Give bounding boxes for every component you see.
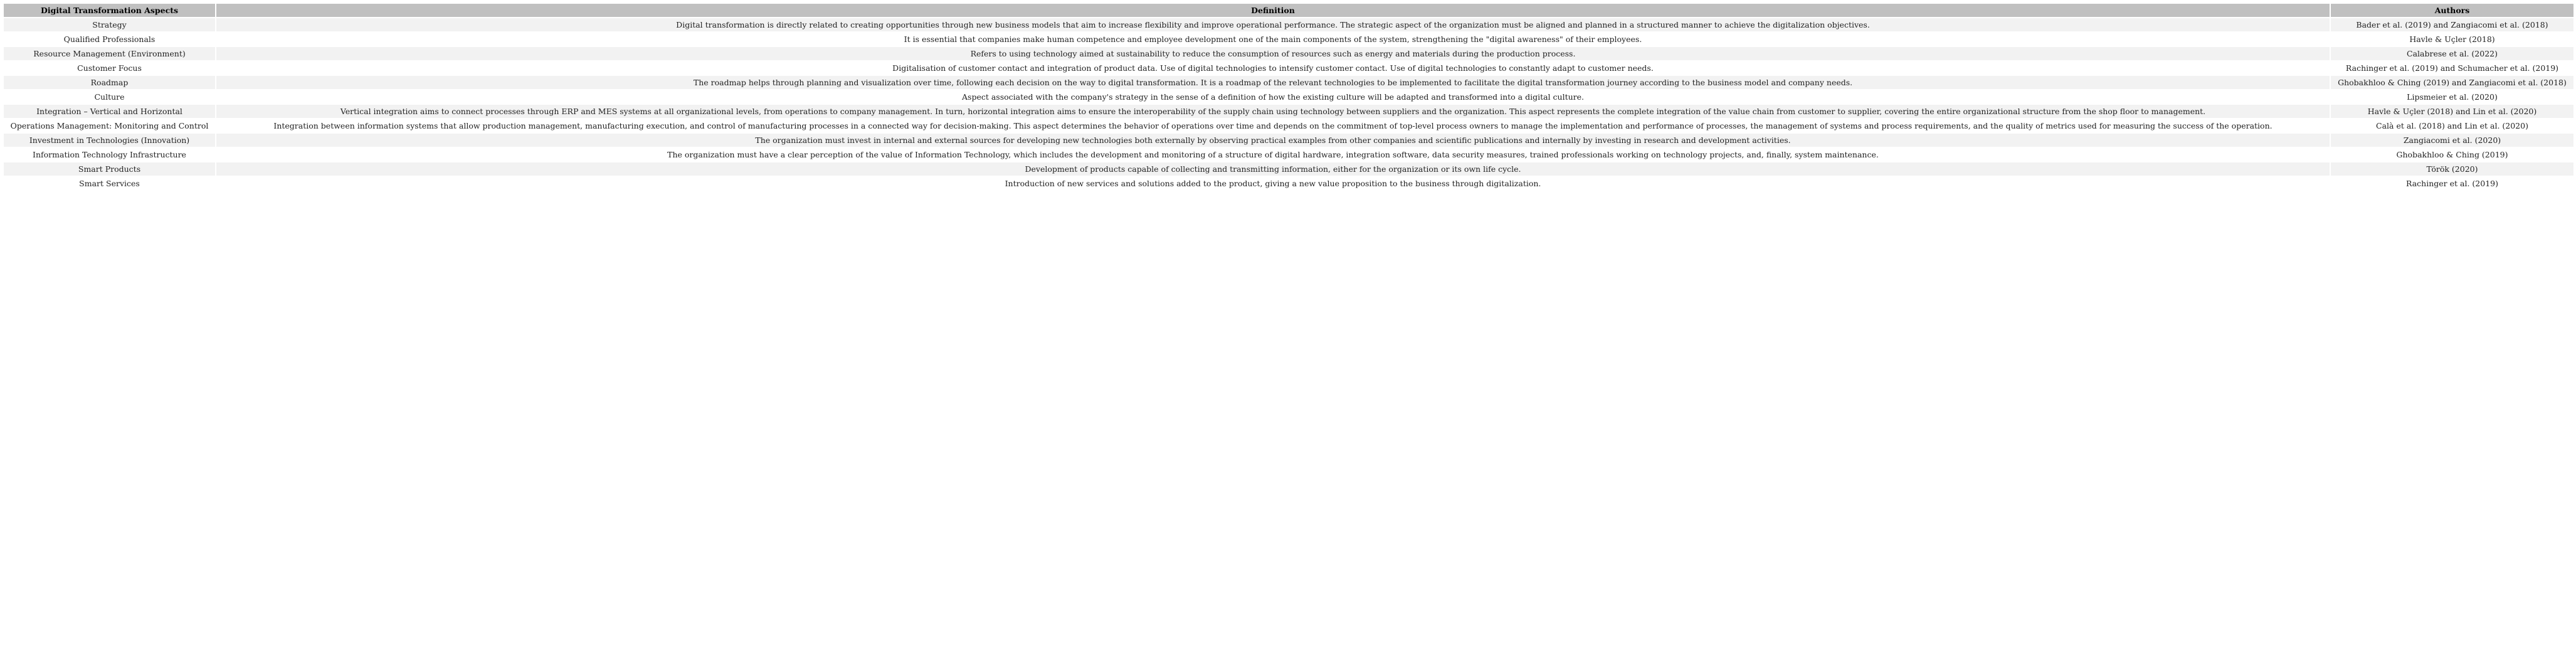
- page: [0, 0, 2576, 191]
- table-row: [4, 76, 2573, 89]
- cell-aspect: Information Technology Infrastructure: [4, 148, 215, 161]
- table-row: [4, 61, 2573, 75]
- cell-authors: Ghobakhloo & Ching (2019): [2331, 148, 2573, 161]
- cell-authors: Zangiacomi et al. (2020): [2331, 134, 2573, 147]
- header-definition: Definition: [216, 4, 2330, 17]
- cell-authors: Calabrese et al. (2022): [2331, 47, 2573, 60]
- table-row: [4, 134, 2573, 147]
- cell-aspect: Smart Services: [4, 177, 215, 190]
- cell-authors: Török (2020): [2331, 162, 2573, 176]
- cell-definition: It is essential that companies make human competence and employee development one of the main components of the system, strengthening the "digital awareness" of their employees.: [216, 33, 2330, 46]
- cell-authors: Rachinger et al. (2019) and Schumacher et al. (2019): [2331, 61, 2573, 75]
- cell-aspect: Smart Products: [4, 162, 215, 176]
- table-row: [4, 119, 2573, 132]
- cell-aspect: Qualified Professionals: [4, 33, 215, 46]
- cell-definition: The organization must have a clear perception of the value of Information Technology, which includes the development and monitoring of a structure of digital hardware, integration software, data security measures, trained professionals working on technology projects, and, finally, system maintenance.: [216, 148, 2330, 161]
- cell-authors: Ghobakhloo & Ching (2019) and Zangiacomi et al. (2018): [2331, 76, 2573, 89]
- cell-aspect: Roadmap: [4, 76, 215, 89]
- cell-definition: Introduction of new services and solutions added to the product, giving a new value proposition to the business through digitalization.: [216, 177, 2330, 190]
- cell-authors: Calà et al. (2018) and Lin et al. (2020): [2331, 119, 2573, 132]
- cell-authors: Havle & Uçler (2018): [2331, 33, 2573, 46]
- table-row: [4, 33, 2573, 46]
- cell-definition: Digital transformation is directly related to creating opportunities through new business models that aim to increase flexibility and improve operational performance. The strategic aspect of the organization must be aligned and planned in a structured manner to achieve the digitalization objectives.: [216, 18, 2330, 31]
- cell-definition: Aspect associated with the company's strategy in the sense of a definition of how the existing culture will be adapted and transformed into a digital culture.: [216, 90, 2330, 103]
- cell-definition: Development of products capable of collecting and transmitting information, either for the organization or its own life cycle.: [216, 162, 2330, 176]
- cell-aspect: Integration – Vertical and Horizontal: [4, 105, 215, 118]
- table-row: [4, 177, 2573, 190]
- cell-authors: Havle & Uçler (2018) and Lin et al. (2020): [2331, 105, 2573, 118]
- cell-aspect: Resource Management (Environment): [4, 47, 215, 60]
- header-row: [4, 4, 2573, 17]
- table-row: [4, 18, 2573, 31]
- cell-definition: Vertical integration aims to connect processes through ERP and MES systems at all organizational levels, from operations to company management. In turn, horizontal integration aims to ensure the interoperability of the supply chain using technology between suppliers and the organization. This aspect represents the complete integration of the value chain from customer to supplier, covering the entire organizational structure from the shop floor to management.: [216, 105, 2330, 118]
- table-header: [4, 4, 2573, 17]
- cell-authors: Rachinger et al. (2019): [2331, 177, 2573, 190]
- header-authors: Authors: [2331, 4, 2573, 17]
- cell-aspect: Culture: [4, 90, 215, 103]
- cell-aspect: Operations Management: Monitoring and Control: [4, 119, 215, 132]
- cell-definition: Integration between information systems that allow production management, manufacturing execution, and control of manufacturing processes in a connected way for decision-making. This aspect determines the behavior of operations over time and depends on the commitment of top-level process owners to manage the implementation and performance of processes, the management of systems and process requirements, and the quality of metrics used for measuring the success of the operation.: [216, 119, 2330, 132]
- digital-transformation-aspects-table: [3, 3, 2575, 191]
- table-row: [4, 47, 2573, 60]
- cell-authors: Lipsmeier et al. (2020): [2331, 90, 2573, 103]
- table-row: [4, 90, 2573, 103]
- cell-aspect: Strategy: [4, 18, 215, 31]
- cell-aspect: Customer Focus: [4, 61, 215, 75]
- table-row: [4, 148, 2573, 161]
- cell-aspect: Investment in Technologies (Innovation): [4, 134, 215, 147]
- cell-definition: The organization must invest in internal and external sources for developing new technologies both externally by observing practical examples from other companies and scientific publications and internally by investing in research and development activities.: [216, 134, 2330, 147]
- cell-definition: Digitalisation of customer contact and integration of product data. Use of digital technologies to intensify customer contact. Use of digital technologies to constantly adapt to customer needs.: [216, 61, 2330, 75]
- cell-definition: The roadmap helps through planning and visualization over time, following each decision on the way to digital transformation. It is a roadmap of the relevant technologies to be implemented to facilitate the digital transformation journey according to the business model and company needs.: [216, 76, 2330, 89]
- table-row: [4, 162, 2573, 176]
- table-body: [4, 18, 2573, 190]
- cell-authors: Bader et al. (2019) and Zangiacomi et al. (2018): [2331, 18, 2573, 31]
- table-row: [4, 105, 2573, 118]
- cell-definition: Refers to using technology aimed at sustainability to reduce the consumption of resources such as energy and materials during the production process.: [216, 47, 2330, 60]
- header-aspect: Digital Transformation Aspects: [4, 4, 215, 17]
